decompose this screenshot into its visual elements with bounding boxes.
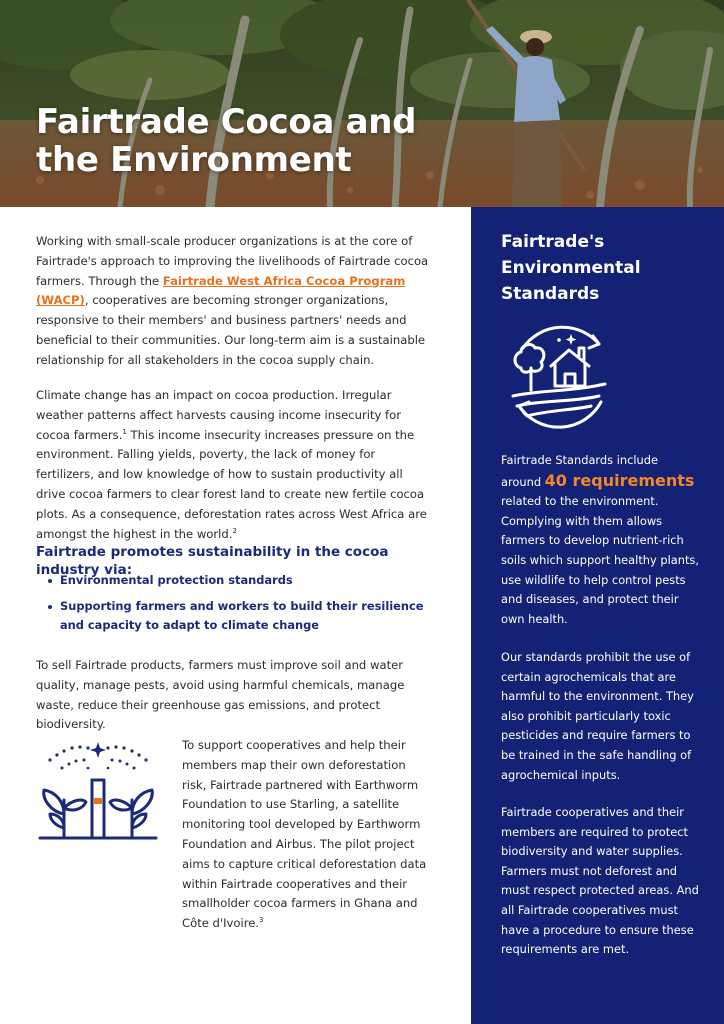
intro-text-cont: , cooperatives are becoming stronger organizations, responsive to their members' and business partners' needs and beneficial to their communities. Our long-term aim is a sustainable relationship for all stakeholders in the cocoa supply chain. — [36, 293, 426, 367]
list-item: Environmental protection standards — [48, 571, 438, 590]
requirements-highlight: 40 requirements — [544, 470, 695, 490]
panel-text-cont: related to the environment. Complying with them allows farmers to develop nutrient-rich soils which support healthy plants, use wildlife to help control pests and diseases, and protect their own health. — [501, 494, 699, 626]
wacp-link[interactable]: Fairtrade West Africa Cocoa Program (WACP) — [36, 273, 406, 308]
intro-paragraph-2 — [36, 386, 434, 544]
footnote-2: 2 — [232, 526, 237, 535]
climate-text: Climate change has an impact on cocoa production. Irregular weather patterns affect harvests causing income insecurity for cocoa farmers. — [36, 388, 401, 442]
satellite-text: To support cooperatives and help their members map their own deforestation risk, Fairtrade partnered with Earthworm Foundation to use Starling, a satellite monitoring tool developed by Earthworm Foundation and Airbus. The pilot project aims to capture critical deforestation data within Fairtrade cooperatives and their smallholder cocoa farmers in Ghana and Côte d'Ivoire. — [182, 738, 427, 931]
page-title — [36, 103, 456, 179]
panel-text: Fairtrade Standards include around — [501, 453, 658, 489]
panel-title: Fairtrade's Environmental Standards — [501, 232, 641, 304]
footnote-1: 1 — [122, 427, 127, 436]
promotes-list — [48, 571, 438, 642]
title-line-2: the Environment — [36, 140, 352, 180]
promotes-heading: Fairtrade promotes sustainability in the cocoa industry via: — [36, 544, 389, 578]
satellite-paragraph — [182, 736, 432, 934]
panel-paragraph-1 — [501, 451, 701, 629]
title-line-1: Fairtrade Cocoa and — [36, 102, 417, 142]
hero-banner — [0, 0, 724, 207]
satellite-farm-icon — [36, 738, 160, 846]
footnote-3: 3 — [259, 916, 264, 925]
intro-text: Working with small-scale producer organizations is at the core of Fairtrade's approach to improving the livelihoods of Fairtrade cocoa farmers. Through the — [36, 234, 429, 288]
climate-text-cont: This income insecurity increases pressure on the environment. Falling yields, poverty, the lack of money for fertilizers, and low knowledge of how to sustain productivity all drive cocoa farmers to clear forest land to create new fertile cocoa plots. As a consequence, deforestation rates across West Africa are amongst the highest in the world. — [36, 427, 427, 541]
environment-icon — [499, 320, 619, 432]
selling-paragraph: To sell Fairtrade products, farmers must improve soil and water quality, manage pests, avoid using harmful chemicals, manage waste, reduce their greenhouse gas emissions, and protect biodiversity. — [36, 658, 405, 732]
intro-paragraph-1 — [36, 232, 434, 371]
list-item: Supporting farmers and workers to build their resilience and capacity to adapt to climate change — [48, 597, 438, 635]
standards-panel — [471, 207, 724, 1024]
panel-paragraph-3: Fairtrade cooperatives and their members are required to protect biodiversity and water supplies. Farmers must not deforest and must respect protected areas. And all Fairtrade cooperatives must have a procedure to ensure these requirements are met. — [501, 805, 699, 957]
panel-paragraph-2: Our standards prohibit the use of certain agrochemicals that are harmful to the environment. They also prohibit particularly toxic pesticides and require farmers to be trained in the safe handling of agrochemical inputs. — [501, 650, 694, 782]
